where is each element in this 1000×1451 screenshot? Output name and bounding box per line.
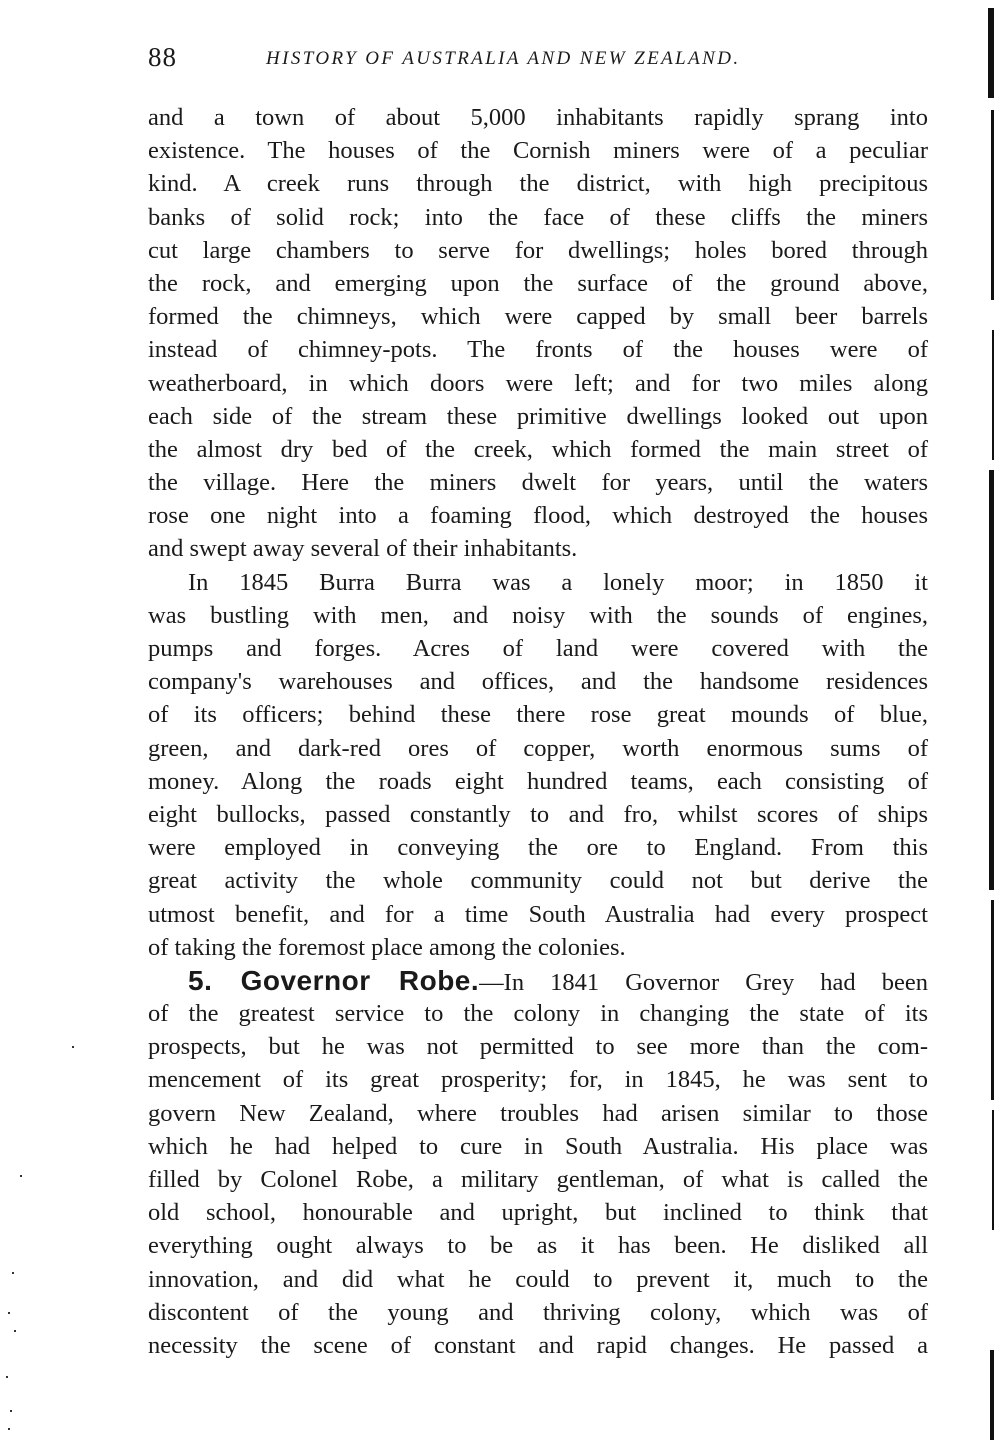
text-line: the village. Here the miners dwelt for years, until the waters xyxy=(148,469,928,497)
text-line: filled by Colonel Robe, a military gentleman, of what is called the xyxy=(148,1166,928,1193)
text-line: of its officers; behind these there rose great mounds of blue, xyxy=(148,701,928,729)
text-line: eight bullocks, passed constantly to and fro, whilst scores of ships xyxy=(148,800,928,828)
text-line: company's warehouses and offices, and the handsome residences xyxy=(148,668,928,696)
text-line: money. Along the roads eight hundred teams, each consisting of xyxy=(148,767,928,795)
paragraph-burra-village xyxy=(148,101,928,566)
text-line: innovation, and did what he could to prevent it, much to the xyxy=(148,1265,928,1293)
running-head xyxy=(148,42,838,76)
text-line: of the greatest service to the colony in changing the state of its xyxy=(148,1000,928,1028)
text-line: prospects, but he was not permitted to see more than the com- xyxy=(148,1033,928,1061)
text-line: discontent of the young and thriving colony, which was of xyxy=(148,1298,928,1326)
text-line: great activity the whole community could not but derive the xyxy=(148,867,928,895)
text-line: the rock, and emerging upon the surface of the ground above, xyxy=(148,269,928,297)
text-line: which he had helped to cure in South Australia. His place was xyxy=(148,1132,928,1160)
margin-specks xyxy=(0,0,40,1451)
text-line: was bustling with men, and noisy with the sounds of engines, xyxy=(148,601,928,629)
text-line: rose one night into a foaming flood, which destroyed the houses xyxy=(148,502,928,530)
text-line: and a town of about 5,000 inhabitants rapidly sprang into xyxy=(148,104,928,131)
text-line: banks of solid rock; into the face of these cliffs the miners xyxy=(148,203,928,231)
text-line: existence. The houses of the Cornish miners were of a peculiar xyxy=(148,137,928,165)
text-line: cut large chambers to serve for dwellings; holes bored through xyxy=(148,236,928,264)
text-line: necessity the scene of constant and rapid changes. He passed a xyxy=(148,1331,928,1359)
text-line: govern New Zealand, where troubles had arisen similar to those xyxy=(148,1099,928,1127)
text-line: were employed in conveying the ore to England. From this xyxy=(148,834,928,862)
text-line: In 1845 Burra Burra was a lonely moor; in 1850 it xyxy=(188,568,928,596)
text-line: utmost benefit, and for a time South Australia had every prospect xyxy=(148,900,928,928)
section-governor-robe xyxy=(148,964,928,1362)
paragraph-burra-prosperity xyxy=(148,566,928,964)
section-first-line xyxy=(148,964,928,997)
text-line: each side of the stream these primitive dwellings looked out upon xyxy=(148,402,928,430)
running-title: HISTORY OF AUSTRALIA AND NEW ZEALAND. xyxy=(266,48,741,69)
section-first-line-text: —In 1841 Governor Grey had been xyxy=(479,968,928,996)
page-number: 88 xyxy=(148,42,177,72)
text-line: the almost dry bed of the creek, which formed the main street of xyxy=(148,435,928,463)
page-edge-shadow xyxy=(984,0,1000,1451)
text-line: kind. A creek runs through the district, with high precipitous xyxy=(148,170,928,198)
text-line: mencement of its great prosperity; for, in 1845, he was sent to xyxy=(148,1066,928,1094)
text-line: weatherboard, in which doors were left; and for two miles along xyxy=(148,369,928,397)
text-line: formed the chimneys, which were capped by small beer barrels xyxy=(148,303,928,331)
text-line: and swept away several of their inhabitants. xyxy=(148,535,578,563)
section-heading: 5. Governor Robe. xyxy=(188,964,480,996)
text-line: green, and dark-red ores of copper, worth enormous sums of xyxy=(148,734,928,762)
text-line: old school, honourable and upright, but inclined to think that xyxy=(148,1199,928,1227)
text-line: everything ought always to be as it has been. He disliked all xyxy=(148,1232,928,1260)
body-text xyxy=(148,101,928,1362)
text-line: instead of chimney-pots. The fronts of the houses were of xyxy=(148,336,928,364)
text-line: pumps and forges. Acres of land were covered with the xyxy=(148,635,928,662)
text-line: of taking the foremost place among the colonies. xyxy=(148,933,626,961)
